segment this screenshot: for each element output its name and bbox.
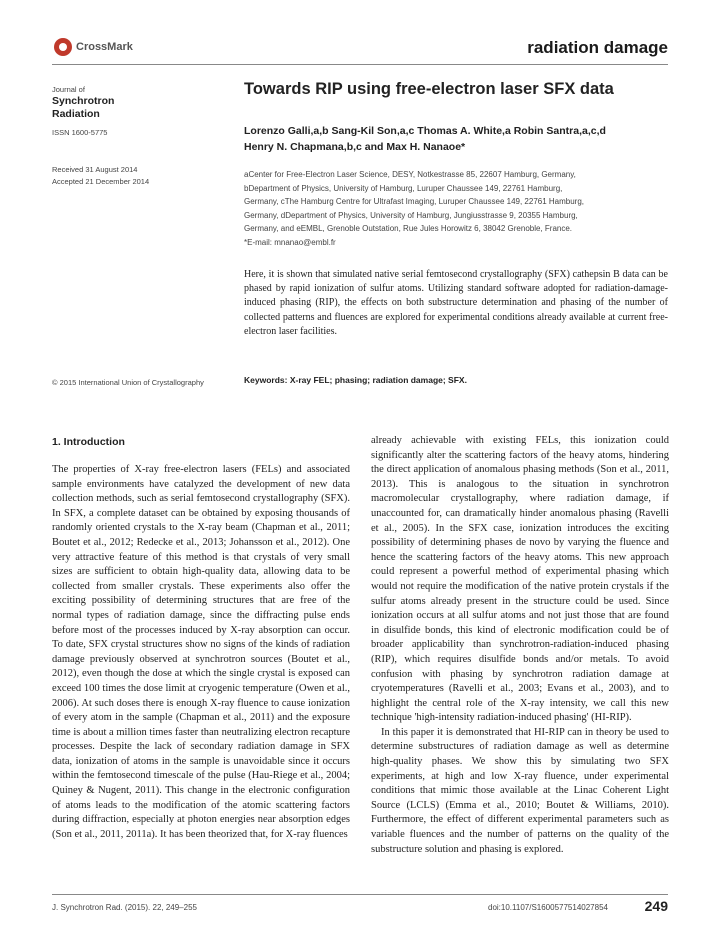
keywords (244, 375, 467, 385)
authors-line-1: Lorenzo Galli,a,b Sang-Kil Son,a,c Thomas A. White,a Robin Santra,a,c,d (244, 125, 606, 137)
keywords-label: Keywords: (244, 375, 288, 385)
affiliation-line: aCenter for Free-Electron Laser Science, DESY, Notkestrasse 85, 22607 Hamburg, Germany, (244, 170, 576, 179)
journal-prefix: Journal of (52, 85, 85, 94)
affiliation-line: bDepartment of Physics, University of Hamburg, Luruper Chaussee 149, 22761 Hamburg, (244, 183, 563, 193)
footer-rule (52, 894, 668, 895)
page-number: 249 (644, 898, 668, 914)
body-column-left (52, 463, 350, 842)
affiliations (244, 168, 668, 249)
body-column-right (371, 434, 669, 857)
section-heading: 1. Introduction (52, 436, 125, 448)
affiliation-line: Germany, dDepartment of Physics, University of Hamburg, Jungiusstrasse 9, 20355 Hamburg, (244, 210, 578, 220)
header-rule (52, 64, 668, 65)
crossmark-icon (54, 38, 72, 56)
body-paragraph: In this paper it is demonstrated that HI-RIP can in theory be used to determine substructures of radiation damage as well as determine high-quality phases. We show this by simulating two SFX experiments, at high and low X-ray fluence, under experimental conditions that mimic those available at the Linac Coherent Light Source (LCLS) (Emma et al., 2010; Boutet & Williams, 2010). Furthermore, the effect of different experimental parameters such as variable fluences and the number of patterns on the quality of the substructure solution and phasing is explored. (371, 726, 669, 855)
issn: ISSN 1600-5775 (52, 128, 108, 137)
accepted-date: Accepted 21 December 2014 (52, 177, 150, 186)
journal-citation: J. Synchrotron Rad. (2015). 22, 249–255 (52, 903, 197, 912)
affiliation-line: Germany, cThe Hamburg Centre for Ultrafast Imaging, Luruper Chaussee 149, 22761 Hamburg, (244, 197, 585, 206)
crossmark-label: CrossMark (76, 41, 133, 53)
section-title: radiation damage (527, 38, 668, 57)
author-list (244, 123, 664, 155)
journal-name-line1: Synchrotron (52, 95, 115, 107)
authors-line-2: Henry N. Chapmana,b,c and Max H. Nanaoe* (244, 141, 466, 153)
doi-link[interactable]: doi:10.1107/S1600577514027854 (488, 903, 608, 912)
body-paragraph: The properties of X-ray free-electron lasers (FELs) and associated sample environments have catalyzed the development of new data collection methods, such as serial femtosecond crystallography (SFX). In SFX, a complete dataset can be obtained by exposing thousands of randomly oriented crystals to the X-ray beam (Chapman et al., 2011; Boutet et al., 2012; Redecke et al., 2013; Johansson et al., 2012). One very attractive feature of this method is that crystals of very small sizes are sufficient to obtain high-quality data, allowing data to be collected from smaller crystals. These experiments also offer the exciting possibility of determining structures that are free of the normal types of radiation damage, since the diffracting pulse ends before most of the processes induced by X-ray absorption can occur. To date, SFX crystal structures show no signs of the kinds of radiation damage previously observed at synchrotron sources (Boutet et al., 2012), even though the dose at which the single crystal is exposed can exceed 100 times the dose limit at cryogenic temperature (Owen et al., 2006). At such doses there is enough X-ray fluence to cause ionization of every atom in the sample (Chapman et al., 2011) and the exposure time is about a million times faster than neutralizing electron recapture processes. Despite the lack of secondary radiation damage in SFX data, ionization of atoms in the sample is unavoidable since it occurs within the femtosecond timescale of the pulse (Hau-Riege et al., 2004; Quiney & Nugent, 2011). This change in the electronic configuration of atoms leads to the modification of the atomic scattering factors during diffraction, especially at photon energies near absorption edges (Son et al., 2011, 2011a). It has been theorized that, for X-ray fluences (52, 464, 350, 840)
keywords-text: X-ray FEL; phasing; radiation damage; SFX. (289, 375, 467, 385)
received-date: Received 31 August 2014 (52, 165, 138, 174)
body-paragraph: already achievable with existing FELs, this ionization could significantly alter the scattering factors of the heavy atoms, hindering the direct application of anomalous phasing methods (Son et al., 2011, 2013). This is analogous to the situation in synchrotron macromolecular crystallography, where radiation damage, if unaccounted for, can dramatically hinder anomalous phasing (Ravelli et al., 2005). In the SFX case, ionization introduces the exciting possibility of determining phases de novo by varying the fluence and hence the scattering factors of the heavy atoms. This new approach could represent a powerful method of experimental phasing which would not require the modification of the native protein crystals if the sulfur atoms already present in the structure could be used. Since ionization occurs at all sulfur atoms and not just those that are found in disulfide bonds, this kind of electronic modification could be of broader applicability than synchrotron-radiation-induced phasing (RIP), which requires disulfide bonds and/or metals. To avoid confusion with phasing by synchrotron radiation damage at cryotemperatures (Ravelli et al., 2003; Evans et al., 2003), and to highlight the central role of the X-ray intensity, we call this new technique 'high-intensity radiation-induced phasing' (HI-RIP). (371, 435, 669, 724)
contact-email[interactable]: *E-mail: mnanao@embl.fr (244, 237, 336, 247)
affiliation-line: Germany, and eEMBL, Grenoble Outstation, Rue Jules Horowitz 6, 38042 Grenoble, France. (244, 224, 573, 233)
article-title: Towards RIP using free-electron laser SFX data (244, 80, 614, 98)
abstract: Here, it is shown that simulated native serial femtosecond crystallography (SFX) cathepsin B data can be phased by rapid ionization of sulfur atoms. Utilizing standard software adopted for radiation-damage-induced phasing (RIP), the effects on both substructure determination and phasing of the number of collected patterns and fluences are explored for experimental conditions already available at current free-electron laser facilities. (244, 269, 668, 337)
copyright: © 2015 International Union of Crystallography (52, 378, 204, 387)
crossmark-badge[interactable] (54, 38, 133, 56)
journal-name-line2: Radiation (52, 108, 100, 120)
